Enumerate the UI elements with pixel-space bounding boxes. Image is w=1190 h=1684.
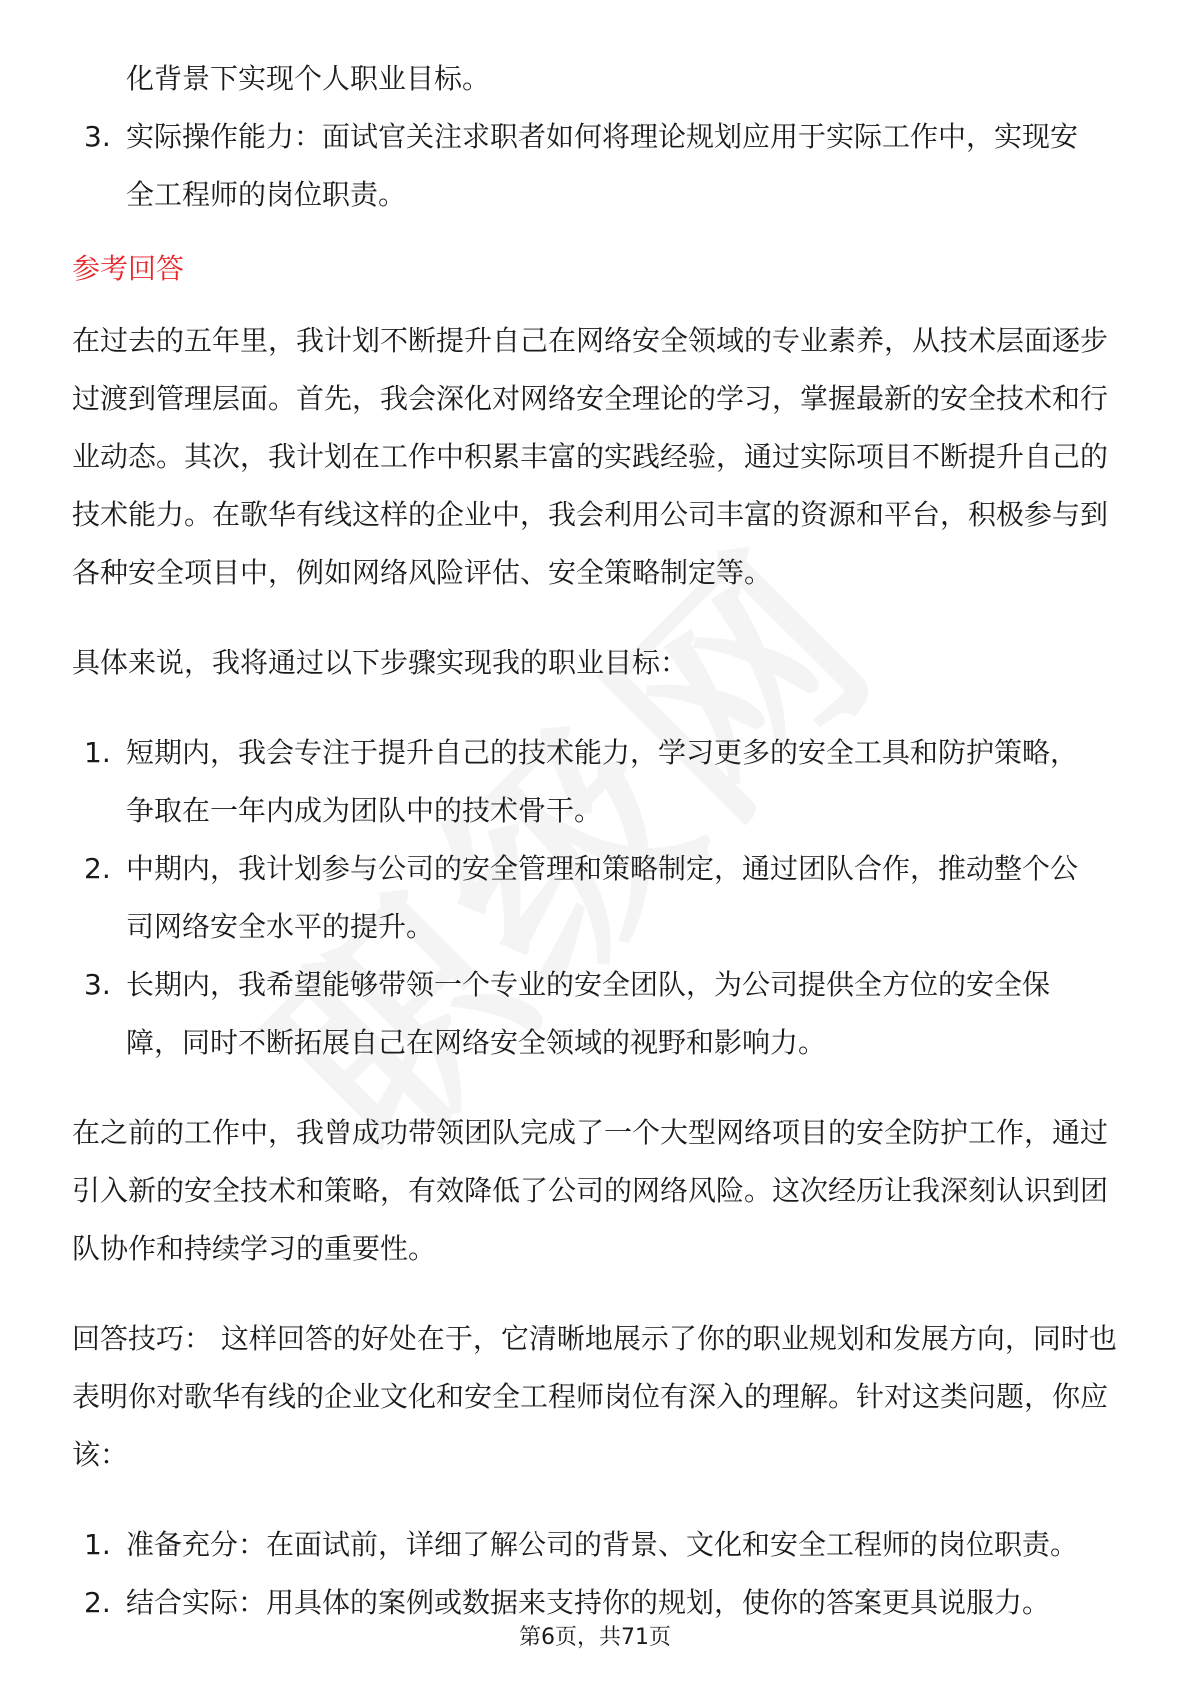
list-item-continuation: 司网络安全水平的提升。 — [126, 910, 435, 943]
page-footer: 第6页，共71页 — [519, 1625, 671, 1650]
steps-list — [72, 724, 1122, 1072]
list-item-text: 结合实际：用具体的案例或数据来支持你的规划，使你的答案更具说服力。 — [126, 1586, 1051, 1619]
list-item — [72, 956, 1122, 1014]
list-item-text: 实际操作能力：面试官关注求职者如何将理论规划应用于实际工作中，实现安 — [126, 120, 1079, 153]
list-item-text: 准备充分：在面试前，详细了解公司的背景、文化和安全工程师的岗位职责。 — [126, 1528, 1079, 1561]
paragraph: 在过去的五年里，我计划不断提升自己在网络安全领域的专业素养，从技术层面逐步过渡到管理层面。首先，我会深化对网络安全理论的学习，掌握最新的安全技术和行业动态。其次，我计划在工作中积累丰富的实践经验，通过实际项目不断提升自己的技术能力。在歌华有线这样的企业中，我会利用公司丰富的资源和平台，积极参与到各种安全项目中，例如网络风险评估、安全策略制定等。 — [72, 324, 1109, 589]
list-item — [72, 724, 1122, 782]
list-item-number: 1. — [84, 736, 111, 769]
list-item-continuation: 争取在一年内成为团队中的技术骨干。 — [126, 794, 603, 827]
list-item-continuation: 化背景下实现个人职业目标。 — [126, 62, 491, 95]
list-item-continuation: 障，同时不断拓展自己在网络安全领域的视野和影响力。 — [126, 1026, 827, 1059]
list-item-text: 长期内，我希望能够带领一个专业的安全团队，为公司提供全方位的安全保 — [126, 968, 1051, 1001]
paragraph: 回答技巧： 这样回答的好处在于，它清晰地展示了你的职业规划和发展方向，同时也表明你对歌华有线的企业文化和安全工程师岗位有深入的理解。针对这类问题，你应该： — [72, 1322, 1117, 1471]
list-item — [72, 108, 1122, 166]
list-item — [72, 840, 1122, 898]
section-heading: 参考回答 — [72, 252, 185, 285]
list-item-text: 中期内，我计划参与公司的安全管理和策略制定，通过团队合作，推动整个公 — [126, 852, 1079, 885]
paragraph: 在之前的工作中，我曾成功带领团队完成了一个大型网络项目的安全防护工作，通过引入新的安全技术和策略，有效降低了公司的网络风险。这次经历让我深刻认识到团队协作和持续学习的重要性。 — [72, 1116, 1109, 1265]
list-item-number: 3. — [84, 968, 111, 1001]
list-item-number: 2. — [84, 1586, 111, 1619]
list-item-number: 1. — [84, 1528, 111, 1561]
page-content — [72, 50, 1122, 1632]
list-item-number: 3. — [84, 120, 111, 153]
list-item-text: 短期内，我会专注于提升自己的技术能力，学习更多的安全工具和防护策略， — [126, 736, 1079, 769]
paragraph: 具体来说，我将通过以下步骤实现我的职业目标： — [72, 646, 689, 679]
tips-list — [72, 1516, 1122, 1632]
list-item-number: 2. — [84, 852, 111, 885]
list-item — [72, 1516, 1122, 1574]
list-item-continuation: 全工程师的岗位职责。 — [126, 178, 407, 211]
